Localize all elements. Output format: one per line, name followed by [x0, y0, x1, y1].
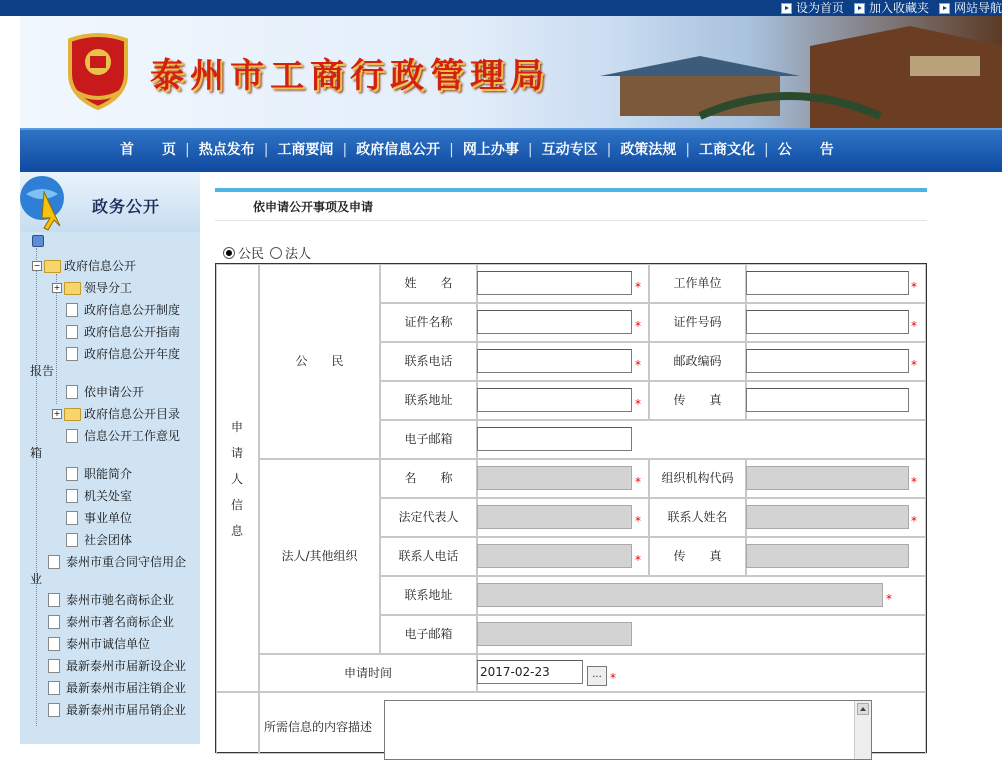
legal-person-radio[interactable] [270, 247, 282, 259]
org-code-label: 组织机构代码 [661, 471, 734, 485]
document-icon [48, 703, 60, 717]
collapse-icon[interactable]: − [33, 261, 41, 270]
nav-separator: | [342, 142, 348, 158]
citizen-name-label: 姓 名 [404, 276, 453, 290]
scenery-image [580, 16, 1002, 128]
document-icon [48, 593, 60, 607]
required-mark: * [635, 514, 641, 528]
nav-gov-info[interactable]: 政府信息公开 [356, 142, 441, 158]
folder-icon [64, 408, 81, 421]
tree-root-icon [32, 235, 44, 247]
citizen-employer-label: 工作单位 [673, 276, 722, 290]
citizen-email-input[interactable] [477, 427, 632, 451]
expand-icon[interactable]: + [53, 283, 61, 292]
org-fax-label: 传 真 [673, 549, 722, 563]
tree-item-guide[interactable]: 政府信息公开指南 [66, 325, 180, 339]
org-legal-rep-input[interactable] [477, 505, 632, 529]
citizen-fax-label: 传 真 [673, 393, 722, 407]
nav-business-news[interactable]: 工商要闻 [277, 142, 334, 158]
document-icon [48, 637, 60, 651]
tree-item-honest[interactable]: 泰州市诚信单位 [48, 637, 150, 651]
citizen-phone-input[interactable] [477, 349, 632, 373]
required-mark: * [635, 319, 641, 333]
org-group-label: 法人/其他组织 [281, 549, 358, 563]
nav-notice[interactable]: 公 告 [777, 142, 834, 158]
tree-item-revoked[interactable]: 最新泰州市届吊销企业 [48, 703, 186, 717]
citizen-email-label: 电子邮箱 [404, 432, 453, 446]
arrow-bullet-icon [854, 3, 865, 14]
tree-item-offices[interactable]: 机关处室 [66, 489, 132, 503]
required-mark: * [911, 280, 917, 294]
arrow-bullet-icon [781, 3, 792, 14]
citizen-address-input[interactable] [477, 388, 632, 412]
required-mark: * [635, 397, 641, 411]
tree-item-gov-info[interactable]: − 政府信息公开 [33, 259, 137, 273]
top-bar [0, 0, 1002, 16]
arrow-bullet-icon [939, 3, 950, 14]
content-desc-label: 所需信息的内容描述 [264, 720, 373, 734]
citizen-id-type-input[interactable] [477, 310, 632, 334]
document-icon [66, 303, 78, 317]
tree-item-wellknown[interactable]: 泰州市著名商标企业 [48, 615, 174, 629]
org-legal-rep-label: 法定代表人 [398, 510, 459, 524]
nav-separator: | [685, 142, 691, 158]
tree-item-cancelled[interactable]: 最新泰州市届注销企业 [48, 681, 186, 695]
tree-item-system[interactable]: 政府信息公开制度 [66, 303, 180, 317]
tree-item-catalog[interactable]: + 政府信息公开目录 [53, 407, 181, 421]
textarea-scrollbar[interactable] [854, 701, 871, 759]
org-contact-phone-label: 联系人电话 [398, 549, 459, 563]
document-icon [48, 681, 60, 695]
emblem-logo [62, 30, 134, 110]
nav-separator: | [449, 142, 454, 158]
required-mark: * [635, 475, 641, 489]
document-icon [66, 489, 78, 503]
document-icon [48, 615, 60, 629]
nav-separator: | [185, 142, 190, 158]
document-icon [66, 385, 78, 399]
nav-online-service[interactable]: 网上办事 [462, 142, 519, 158]
applicant-info-label: 申 请 人 信 息 [230, 420, 243, 538]
tree-item-groups[interactable]: 社会团体 [66, 533, 132, 547]
application-form [215, 263, 927, 753]
expand-icon[interactable]: + [53, 409, 61, 418]
sidebar-title: 政务公开 [92, 197, 161, 216]
folder-icon [64, 282, 81, 295]
tree-item-famous[interactable]: 泰州市驰名商标企业 [48, 593, 174, 607]
document-icon [66, 325, 78, 339]
required-mark: * [635, 280, 641, 294]
computer-icon [32, 235, 44, 247]
org-address-label: 联系地址 [404, 588, 453, 602]
nav-policies[interactable]: 政策法规 [620, 142, 677, 158]
date-picker-button[interactable]: ... [587, 666, 607, 686]
required-mark: * [886, 592, 892, 606]
folder-open-icon [44, 260, 61, 273]
org-code-input[interactable] [746, 466, 909, 490]
org-name-label: 名 称 [404, 471, 453, 485]
nav-interaction[interactable]: 互动专区 [541, 142, 598, 158]
document-icon [66, 429, 78, 443]
required-mark: * [635, 358, 641, 372]
applicant-type-radios [223, 243, 311, 262]
citizen-name-input[interactable] [477, 271, 632, 295]
page-title: 依申请公开事项及申请 [253, 200, 374, 214]
nav-separator: | [527, 142, 533, 158]
tree-item-leadership[interactable]: + 领导分工 [53, 281, 133, 295]
site-banner [20, 16, 1002, 128]
org-fax-input[interactable] [746, 544, 909, 568]
required-mark: * [911, 319, 917, 333]
nav-hot-news[interactable]: 热点发布 [198, 142, 255, 158]
org-email-label: 电子邮箱 [404, 627, 453, 641]
add-favorite-link[interactable]: 加入收藏夹 [854, 0, 929, 16]
tree-item-opinion[interactable]: 信息公开工作意见 [66, 429, 180, 443]
globe-cursor-icon [20, 174, 80, 232]
citizen-radio[interactable] [223, 247, 235, 259]
site-navigation-link[interactable]: 网站导航 [939, 0, 1002, 16]
org-address-input[interactable] [477, 583, 883, 607]
required-mark: * [635, 553, 641, 567]
apply-time-input[interactable]: 2017-02-23 [477, 660, 583, 684]
document-icon [66, 533, 78, 547]
required-mark: * [610, 671, 616, 685]
content-desc-textarea[interactable] [384, 700, 872, 760]
org-email-input[interactable] [477, 622, 632, 646]
citizen-id-type-label: 证件名称 [404, 315, 453, 329]
left-sidebar [20, 172, 200, 744]
citizen-group-label: 公 民 [295, 354, 344, 368]
title-divider [215, 220, 927, 221]
main-nav [20, 128, 1002, 172]
tree-item-apply[interactable]: 依申请公开 [66, 385, 144, 399]
tree-item-new-established[interactable]: 最新泰州市届新设企业 [48, 659, 186, 673]
apply-time-label: 申请时间 [343, 666, 392, 680]
tree-item-annual-report-wrap[interactable]: 报告 [30, 364, 55, 378]
scroll-up-arrow-icon[interactable] [857, 703, 869, 715]
nav-culture[interactable]: 工商文化 [699, 142, 756, 158]
document-icon [66, 347, 78, 361]
citizen-radio-label[interactable]: 公民 [238, 247, 265, 262]
nav-separator: | [764, 142, 769, 158]
required-mark: * [911, 358, 917, 372]
org-contact-name-input[interactable] [746, 505, 909, 529]
org-contact-phone-input[interactable] [477, 544, 632, 568]
title-accent-bar [215, 188, 927, 192]
nav-separator: | [606, 142, 612, 158]
citizen-address-label: 联系地址 [404, 393, 453, 407]
org-name-input[interactable] [477, 466, 632, 490]
nav-home[interactable]: 首 页 [120, 142, 176, 158]
document-icon [48, 659, 60, 673]
citizen-zip-input[interactable] [746, 349, 909, 373]
citizen-id-no-input[interactable] [746, 310, 909, 334]
tree-item-annual-report[interactable]: 政府信息公开年度 [66, 347, 180, 361]
site-title: 泰州市工商行政管理局 [150, 56, 550, 96]
document-icon [66, 511, 78, 525]
citizen-zip-label: 邮政编码 [673, 354, 722, 368]
set-homepage-link[interactable]: 设为首页 [781, 0, 844, 16]
citizen-employer-input[interactable] [746, 271, 909, 295]
label-cell [216, 692, 259, 754]
tree-item-credit[interactable]: 泰州市重合同守信用企 [48, 555, 186, 569]
required-mark: * [911, 475, 917, 489]
citizen-phone-label: 联系电话 [404, 354, 453, 368]
nav-separator: | [263, 142, 269, 158]
org-contact-name-label: 联系人姓名 [667, 510, 728, 524]
document-icon [48, 555, 60, 569]
tree-item-units[interactable]: 事业单位 [66, 511, 132, 525]
top-links [781, 0, 1002, 16]
main-content [207, 176, 932, 744]
document-icon [66, 467, 78, 481]
legal-person-radio-label[interactable]: 法人 [285, 247, 312, 262]
citizen-fax-input[interactable] [746, 388, 909, 412]
tree-item-duties[interactable]: 职能简介 [66, 467, 132, 481]
citizen-id-no-label: 证件号码 [673, 315, 722, 329]
tree-line [36, 248, 37, 726]
sidebar-header [20, 172, 200, 232]
required-mark: * [911, 514, 917, 528]
tree-item-opinion-wrap[interactable]: 箱 [30, 446, 43, 460]
tree-item-credit-wrap[interactable]: 业 [30, 572, 43, 586]
